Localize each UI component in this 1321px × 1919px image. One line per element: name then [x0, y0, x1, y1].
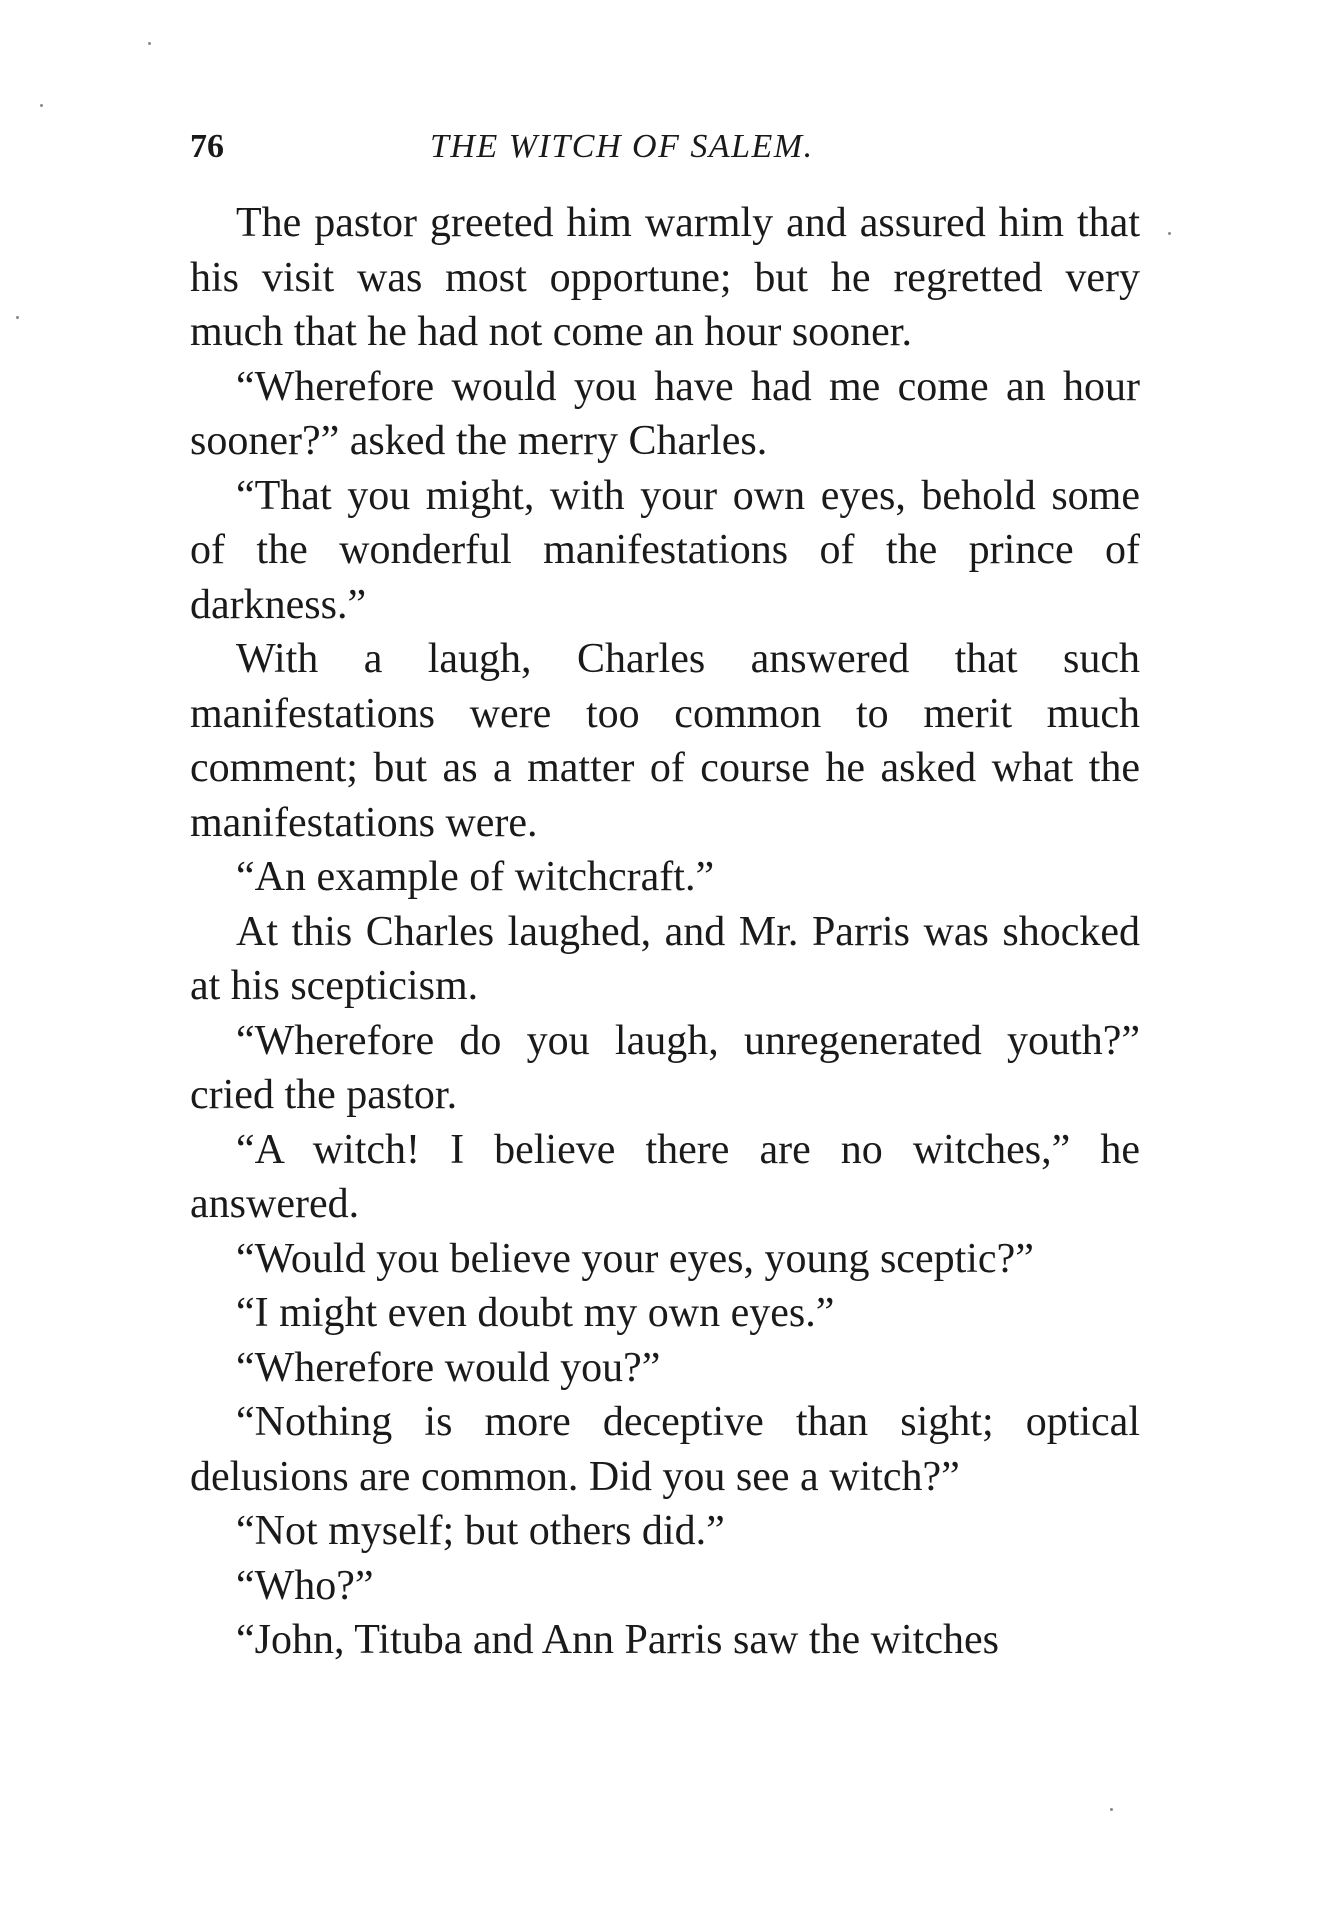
paragraph: “Not myself; but others did.”	[236, 1508, 725, 1554]
paragraph: With a laugh, Charles answered that such manifestations were too common to merit much comment; but as a matter of course he asked what the manifestations were.	[190, 636, 1140, 846]
paragraph: The pastor greeted him warmly and assured him that his visit was most opportune; but he regretted very much that he had not come an hour sooner.	[190, 200, 1140, 355]
paragraph: “Wherefore do you laugh, unregenerated youth?” cried the pastor.	[190, 1017, 1140, 1118]
paragraph: “Who?”	[236, 1562, 374, 1609]
paragraph: “Would you believe your eyes, young sceptic?”	[236, 1235, 1034, 1282]
paragraph: “That you might, with your own eyes, behold some of the wonderful manifestations of the prince of darkness.”	[190, 472, 1140, 628]
running-head	[190, 124, 1140, 170]
paper-speck	[1168, 232, 1171, 235]
paragraph: “Wherefore would you?”	[236, 1344, 661, 1391]
paper-speck	[40, 104, 43, 107]
paragraph: “An example of witchcraft.”	[236, 854, 715, 900]
book-title: THE WITCH OF SALEM.	[430, 128, 814, 165]
paragraph: “I might even doubt my own eyes.”	[236, 1290, 835, 1336]
body-text	[190, 196, 1140, 1668]
paper-speck	[148, 42, 151, 45]
paragraph: “John, Tituba and Ann Parris saw the witches	[236, 1617, 999, 1663]
paper-speck	[16, 316, 19, 319]
paragraph: “Nothing is more deceptive than sight; optical delusions are common. Did you see a witch?”	[190, 1399, 1140, 1500]
page-number: 76	[190, 128, 224, 165]
paragraph: “Wherefore would you have had me come an hour sooner?” asked the merry Charles.	[190, 363, 1140, 464]
paragraph: At this Charles laughed, and Mr. Parris was shocked at his scepticism.	[190, 908, 1140, 1009]
paragraph: “A witch! I believe there are no witches,” he answered.	[190, 1126, 1140, 1227]
paper-speck	[1110, 1808, 1113, 1811]
